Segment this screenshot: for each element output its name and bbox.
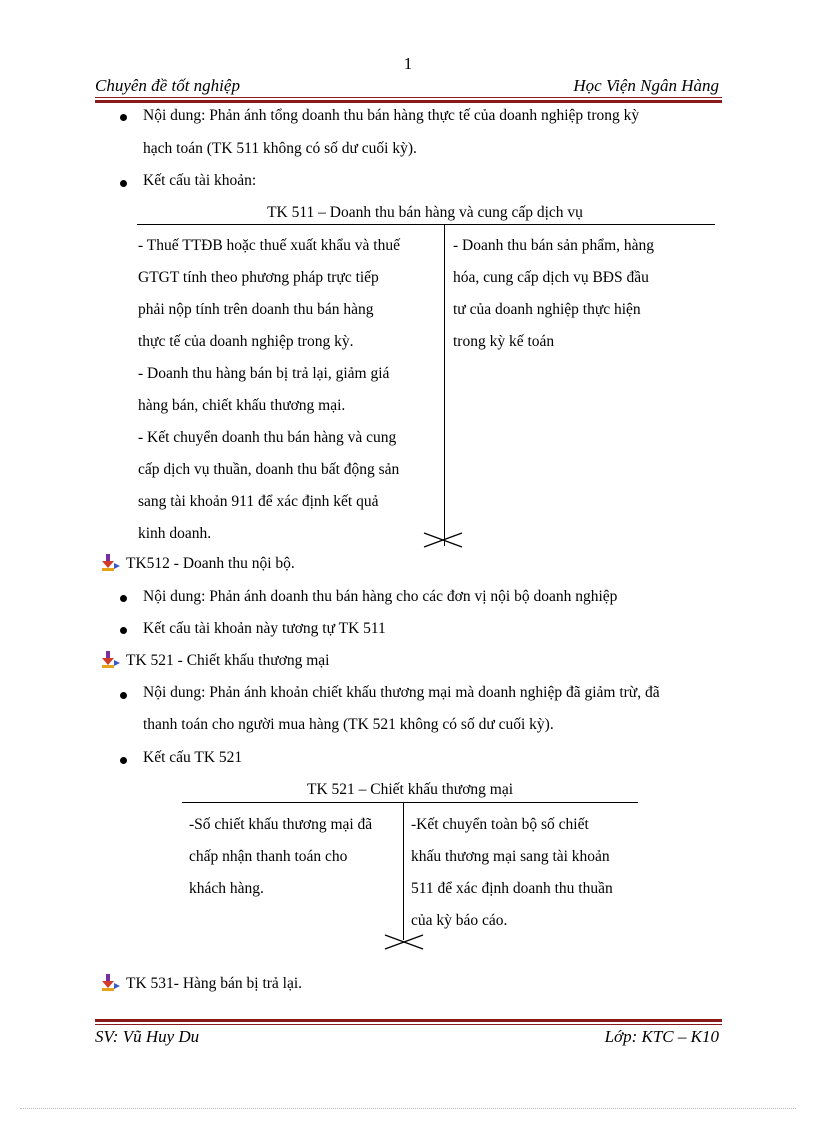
t-account-511-credit	[453, 230, 713, 358]
t-account-511-debit-line: sang tài khoản 911 để xác định kết quả	[138, 493, 379, 510]
tk521-structure: Kết cấu TK 521	[143, 749, 243, 766]
t-account-521-debit-line: chấp nhận thanh toán cho	[189, 848, 348, 865]
bullet-icon	[120, 180, 127, 187]
arrow-bullet-icon	[101, 974, 121, 992]
bullet-icon	[120, 692, 127, 699]
header-rule-thick	[95, 100, 722, 103]
arrow-bullet-icon	[101, 554, 121, 572]
t-account-521-credit-line: của kỳ báo cáo.	[411, 912, 508, 929]
t-account-511-debit-line: hàng bán, chiết khấu thương mại.	[138, 397, 346, 414]
t-account-521-credit	[411, 809, 641, 937]
tk521-heading: TK 521 - Chiết khấu thương mại	[126, 652, 330, 669]
t-account-511-credit-line: - Doanh thu bán sản phẩm, hàng	[453, 237, 655, 254]
tk521-content-line1: Nội dung: Phản ánh khoản chiết khấu thương mại mà doanh nghiệp đã giảm trừ, đã	[143, 684, 660, 701]
t-account-511-credit-line: trong kỳ kế toán	[453, 333, 555, 350]
section1-structure-label: Kết cấu tài khoản:	[143, 172, 257, 189]
header-title-right: Học Viện Ngân Hàng	[573, 76, 719, 95]
t-account-521-title: TK 521 – Chiết khấu thương mại	[306, 781, 514, 798]
footer-rule-thick	[95, 1019, 722, 1022]
bullet-icon	[120, 627, 127, 634]
t-account-511-debit-line: phải nộp tính trên doanh thu bán hàng	[138, 301, 374, 318]
bullet-icon	[120, 757, 127, 764]
t-account-521-divider	[403, 802, 404, 940]
tk512-content: Nội dung: Phản ánh doanh thu bán hàng cho các đơn vị nội bộ doanh nghiệp	[143, 588, 618, 605]
t-account-521-debit-line: khách hàng.	[189, 880, 264, 897]
tk512-structure: Kết cấu tài khoản này tương tự TK 511	[143, 620, 386, 637]
page-number: 1	[403, 54, 413, 73]
header-rule-thin	[95, 97, 722, 98]
t-account-511-debit-line: cấp dịch vụ thuần, doanh thu bất động sản	[138, 461, 400, 478]
t-account-521-debit	[189, 809, 399, 905]
section1-content-line1: Nội dung: Phản ánh tổng doanh thu bán hàng thực tế của doanh nghiệp trong kỳ	[143, 107, 640, 124]
t-account-511-debit-line: - Thuế TTĐB hoặc thuế xuất khẩu và thuế	[138, 237, 400, 254]
t-account-511-debit	[138, 230, 438, 550]
t-account-521-top-line	[182, 802, 638, 803]
bullet-icon	[120, 114, 127, 121]
t-account-511-title: TK 511 – Doanh thu bán hàng và cung cấp dịch vụ	[267, 204, 583, 221]
t-account-511-debit-line: thực tế của doanh nghiệp trong kỳ.	[138, 333, 354, 350]
t-account-521-credit-line: 511 để xác định doanh thu thuần	[411, 880, 613, 897]
t-account-521-debit-line: -Số chiết khấu thương mại đã	[189, 816, 373, 833]
t-account-511-divider	[444, 224, 445, 546]
tk512-heading: TK512 - Doanh thu nội bộ.	[126, 555, 295, 572]
t-account-511-debit-line: - Kết chuyển doanh thu bán hàng và cung	[138, 429, 397, 446]
footer-rule-thin	[95, 1024, 722, 1025]
t-account-511-credit-line: hóa, cung cấp dịch vụ BĐS đầu	[453, 269, 649, 286]
section1-content-line2: hạch toán (TK 511 không có số dư cuối kỳ).	[143, 140, 417, 157]
t-account-511-debit-line: GTGT tính theo phương pháp trực tiếp	[138, 269, 379, 286]
t-account-521-credit-line: -Kết chuyển toàn bộ số chiết	[411, 816, 589, 833]
footer-class: Lớp: KTC – K10	[604, 1027, 719, 1046]
t-account-521-credit-line: khấu thương mại sang tài khoản	[411, 848, 610, 865]
bullet-icon	[120, 595, 127, 602]
t-account-511-credit-line: tư của doanh nghiệp thực hiện	[453, 301, 641, 318]
tk521-content-line2: thanh toán cho người mua hàng (TK 521 không có số dư cuối kỳ).	[143, 716, 554, 733]
page-bottom-divider	[20, 1108, 796, 1109]
t-account-511-top-line	[137, 224, 715, 225]
header-title-left: Chuyên đề tốt nghiệp	[95, 76, 240, 95]
t-account-511-debit-line: - Doanh thu hàng bán bị trả lại, giảm giá	[138, 365, 390, 382]
footer-student: SV: Vũ Huy Du	[95, 1027, 200, 1046]
t-account-511-debit-line: kinh doanh.	[138, 525, 212, 542]
arrow-bullet-icon	[101, 651, 121, 669]
tk531-heading: TK 531- Hàng bán bị trả lại.	[126, 975, 303, 992]
